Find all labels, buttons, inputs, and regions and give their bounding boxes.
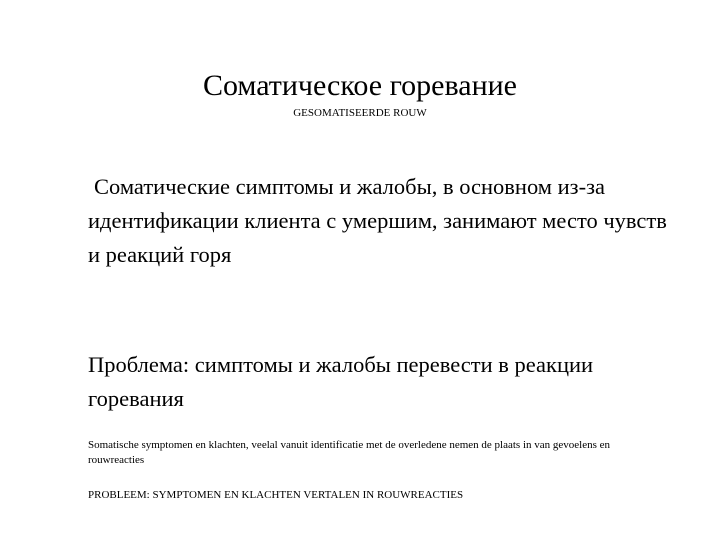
- body-paragraph-1: Соматические симптомы и жалобы, в основном из-за идентификации клиента с умершим, занимают место чувств и реакций горя: [88, 174, 667, 267]
- slide-title: Соматическое горевание: [202, 69, 517, 102]
- dutch-note-2: PROBLEEM: SYMPTOMEN EN KLACHTEN VERTALEN IN ROUWREACTIES: [88, 489, 464, 501]
- body-paragraph-2: Проблема: симптомы и жалобы перевести в реакции горевания: [88, 352, 594, 411]
- dutch-note-1: Somatische symptomen en klachten, veelal vanuit identificatie met de overledene nemen de plaats in van gevoelens en rouwreacties: [88, 439, 611, 466]
- slide-subtitle: GESOMATISEERDE ROUW: [293, 107, 427, 119]
